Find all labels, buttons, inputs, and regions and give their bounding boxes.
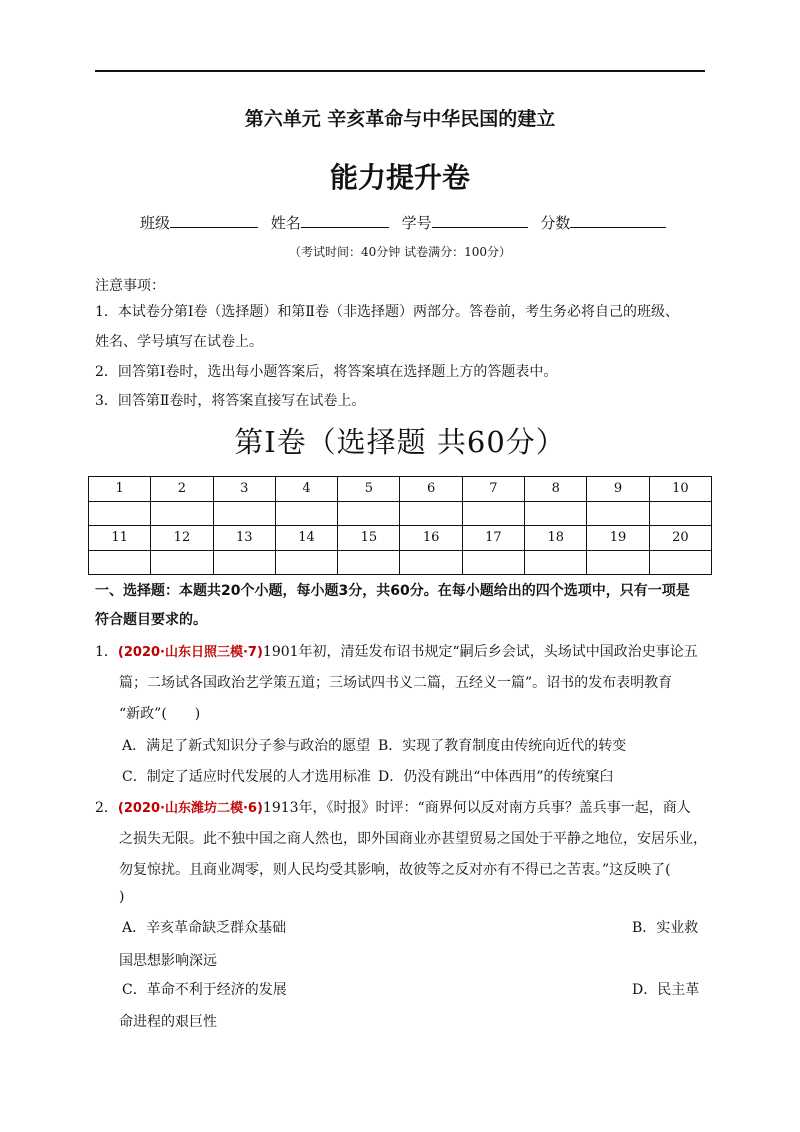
option-d-continued: 命进程的艰巨性 [119,1014,217,1030]
table-cell: 15 [338,526,400,551]
note-item: 1．本试卷分第Ⅰ卷（选择题）和第Ⅱ卷（非选择题）两部分。答卷前，考生务必将自己的班级、 [95,304,679,320]
answer-cell[interactable] [338,550,400,575]
table-cell: 1 [89,477,151,502]
option-c[interactable]: C．制定了适应时代发展的人才选用标准 [122,769,371,785]
answer-cell[interactable] [213,550,275,575]
question-text: 之损失无限。此不独中国之商人然也，即外国商业亦甚望贸易之国处于平静之地位，安居乐业， [119,831,707,847]
answer-cell[interactable] [89,501,151,526]
answer-cell[interactable] [525,550,587,575]
option-c[interactable]: C．革命不利于经济的发展 [122,982,287,998]
section-title: 第Ⅰ卷（选择题 共60分） [234,425,566,459]
answer-cell[interactable] [525,501,587,526]
option-b[interactable]: B．实现了教育制度由传统向近代的转变 [378,738,627,754]
table-cell: 14 [275,526,337,551]
table-cell: 20 [649,526,711,551]
answer-cell[interactable] [462,550,524,575]
table-cell: 3 [213,477,275,502]
answer-cell[interactable] [275,550,337,575]
option-a[interactable]: A．辛亥革命缺乏群众基础 [122,920,287,936]
table-cell: 6 [400,477,462,502]
table-cell: 10 [649,477,711,502]
question-text: 勿复惊扰。且商业凋零，则人民均受其影响，故彼等之反对亦有不得已之苦衷。”这反映了( [119,862,671,878]
id-blank[interactable] [432,213,528,228]
question-text: 1901年初，清廷发布诏书规定“嗣后乡会试，头场试中国政治史事论五 [262,644,698,660]
notes-title: 注意事项： [95,278,165,294]
answer-cell[interactable] [89,550,151,575]
answer-cell[interactable] [275,501,337,526]
question-number: 2． [95,800,118,816]
note-item: 3．回答第Ⅱ卷时，将答案直接写在试卷上。 [95,393,366,409]
student-info-fields [140,212,674,233]
answer-row [89,501,712,526]
answer-cell[interactable] [462,501,524,526]
table-cell: 2 [151,477,213,502]
table-cell: 12 [151,526,213,551]
answer-cell[interactable] [338,501,400,526]
answer-cell[interactable] [400,501,462,526]
table-cell: 7 [462,477,524,502]
answer-cell[interactable] [151,550,213,575]
name-label: 姓名 [270,214,301,232]
question-2-stem [95,797,691,817]
answer-row [89,550,712,575]
question-source: (2020·山东日照三模·7) [117,645,263,660]
score-blank[interactable] [570,213,666,228]
instructions-line: 符合题目要求的。 [95,612,207,628]
question-1-stem [95,641,698,661]
exam-time-note: （考试时间：40分钟 试卷满分：100分） [289,245,511,259]
table-cell: 8 [525,477,587,502]
question-text: “新政”( ) [119,706,201,722]
table-cell: 17 [462,526,524,551]
answer-cell[interactable] [587,550,649,575]
table-cell: 16 [400,526,462,551]
main-title: 能力提升卷 [329,161,470,194]
table-cell: 19 [587,526,649,551]
class-label: 班级 [140,214,171,232]
option-b[interactable]: B．实业救 [632,920,699,936]
header-rule [95,70,705,72]
question-text: 篇；二场试各国政治艺学策五道；三场试四书义二篇，五经义一篇”。诏书的发布表明教育 [119,675,673,691]
name-blank[interactable] [301,213,389,228]
option-a[interactable]: A．满足了新式知识分子参与政治的愿望 [122,738,371,754]
instructions-line: 一、选择题：本题共20个小题，每小题3分，共60分。在每小题给出的四个选项中，只有一项是 [95,583,690,599]
class-blank[interactable] [170,213,258,228]
table-row [89,477,712,502]
table-row [89,526,712,551]
question-text: 1913年，《时报》时评：“商界何以反对南方兵事？盖兵事一起，商人 [262,800,691,816]
table-cell: 18 [525,526,587,551]
table-cell: 9 [587,477,649,502]
question-number: 1． [95,644,118,660]
answer-cell[interactable] [400,550,462,575]
answer-cell[interactable] [151,501,213,526]
question-text: ) [119,889,125,905]
table-cell: 13 [213,526,275,551]
table-cell: 5 [338,477,400,502]
option-d[interactable]: D．民主革 [632,982,700,998]
table-cell: 11 [89,526,151,551]
option-b-continued: 国思想影响深远 [119,953,217,969]
unit-title: 第六单元 辛亥革命与中华民国的建立 [244,108,556,130]
id-label: 学号 [401,214,432,232]
answer-cell[interactable] [213,501,275,526]
answer-table [88,476,712,575]
answer-cell[interactable] [649,550,711,575]
score-label: 分数 [540,214,571,232]
note-item: 2．回答第Ⅰ卷时，选出每小题答案后，将答案填在选择题上方的答题表中。 [95,364,558,380]
answer-cell[interactable] [587,501,649,526]
table-cell: 4 [275,477,337,502]
answer-cell[interactable] [649,501,711,526]
question-source: (2020·山东潍坊二模·6) [117,801,263,816]
note-item: 姓名、学号填写在试卷上。 [95,334,263,350]
option-d[interactable]: D．仍没有跳出“中体西用”的传统窠臼 [378,769,614,785]
